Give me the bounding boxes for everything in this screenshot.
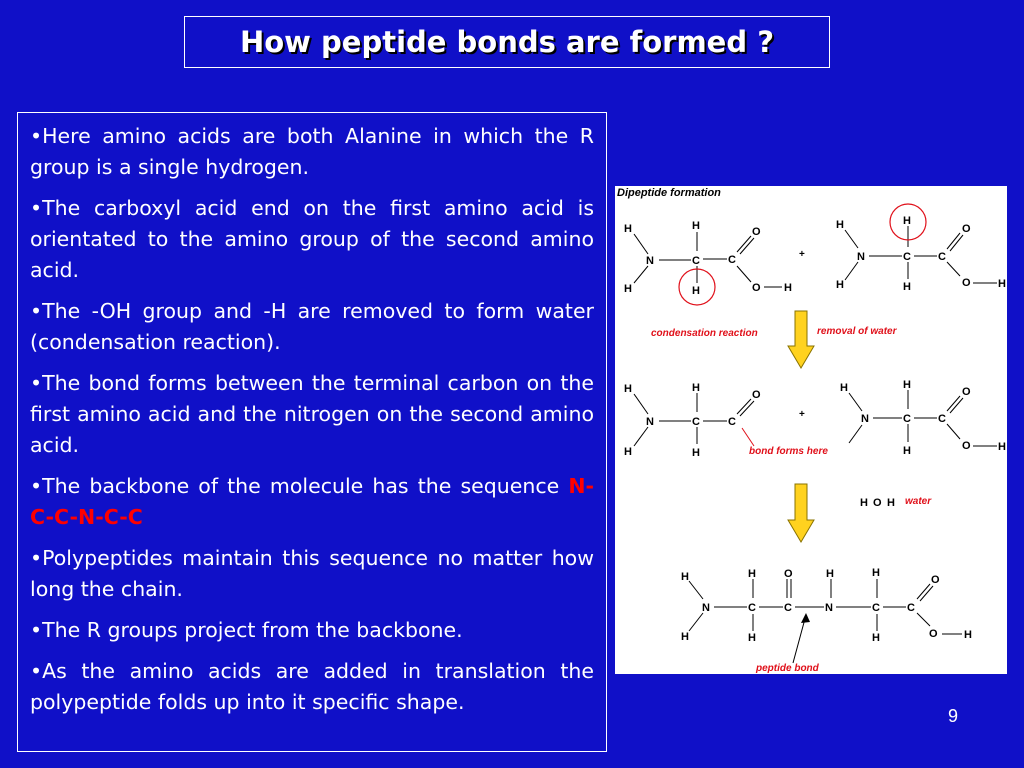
atom-o: O — [873, 497, 882, 509]
atom-c: C — [692, 416, 700, 428]
atom-h: H — [692, 285, 700, 297]
atom-h: H — [903, 281, 911, 293]
atom-h: H — [903, 215, 911, 227]
dipeptide-diagram — [615, 186, 1007, 674]
bond — [845, 262, 858, 280]
bullet-7: •The R groups project from the backbone. — [30, 618, 463, 642]
label-water: water — [905, 496, 932, 507]
water-molecule — [860, 496, 932, 509]
bullet-3: •The -OH group and -H are removed to form water (condensation reaction). — [30, 299, 594, 354]
atom-h: H — [903, 379, 911, 391]
plus-sign: + — [799, 409, 805, 420]
backbone-sequence: N-C-C-N-C-C — [30, 474, 594, 529]
bond — [849, 393, 862, 411]
label-condensation: condensation reaction — [651, 328, 758, 339]
atom-h: H — [826, 568, 834, 580]
plus-sign: + — [799, 249, 805, 260]
atom-o: O — [752, 282, 761, 294]
atom-o: O — [784, 568, 793, 580]
atom-o: O — [962, 386, 971, 398]
atom-c: C — [938, 251, 946, 263]
atom-n: N — [861, 413, 869, 425]
bond — [947, 262, 960, 276]
atom-c: C — [872, 602, 880, 614]
atom-c: C — [938, 413, 946, 425]
atom-h: H — [784, 282, 792, 294]
atom-h: H — [964, 629, 972, 641]
atom-o: O — [752, 226, 761, 238]
bond — [849, 425, 862, 443]
atom-o: O — [929, 628, 938, 640]
atom-o: O — [962, 277, 971, 289]
atom-n: N — [646, 255, 654, 267]
bond — [737, 266, 751, 282]
bullet-2: •The carboxyl acid end on the first amino acid is orientated to the amino group of the second amino acid. — [30, 196, 594, 282]
atom-h: H — [998, 441, 1006, 453]
bullet-5 — [30, 471, 594, 533]
atom-h: H — [903, 445, 911, 457]
row3-dipeptide — [681, 567, 972, 644]
bond-forms-pointer — [742, 428, 754, 446]
atom-o: O — [931, 574, 940, 586]
atom-o: O — [962, 440, 971, 452]
atom-h: H — [998, 278, 1006, 290]
atom-n: N — [857, 251, 865, 263]
atom-n: N — [646, 416, 654, 428]
atom-o: O — [962, 223, 971, 235]
bullet-1: •Here amino acids are both Alanine in which the R group is a single hydrogen. — [30, 124, 594, 179]
atom-h: H — [860, 497, 868, 509]
title-box — [184, 16, 830, 68]
arrow-down-2 — [788, 484, 814, 542]
row1-amino-acid-2 — [836, 204, 1006, 293]
label-bond-forms-here: bond forms here — [749, 446, 828, 457]
atom-c: C — [692, 255, 700, 267]
bond — [689, 581, 703, 599]
atom-h: H — [748, 632, 756, 644]
peptide-bond-pointer — [793, 613, 810, 663]
bond — [917, 613, 930, 626]
bond — [634, 394, 648, 414]
atom-h: H — [692, 220, 700, 232]
diagram-title: Dipeptide formation — [617, 187, 721, 199]
bond — [634, 234, 648, 254]
atom-h: H — [872, 567, 880, 579]
atom-h: H — [872, 632, 880, 644]
bullet-4: •The bond forms between the terminal carbon on the first amino acid and the nitrogen on the second amino acid. — [30, 371, 594, 457]
row2-amino-acid-1 — [624, 382, 761, 459]
atom-h: H — [692, 382, 700, 394]
atom-h: H — [836, 279, 844, 291]
bullet-5-text: •The backbone of the molecule has the sequence — [30, 474, 569, 498]
atom-c: C — [907, 602, 915, 614]
atom-h: H — [692, 447, 700, 459]
arrow-down-1 — [788, 311, 814, 368]
atom-h: H — [840, 382, 848, 394]
atom-n: N — [702, 602, 710, 614]
atom-h: H — [887, 497, 895, 509]
atom-o: O — [752, 389, 761, 401]
atom-h: H — [624, 383, 632, 395]
atom-c: C — [903, 413, 911, 425]
bond — [689, 613, 703, 631]
atom-c: C — [728, 254, 736, 266]
dipeptide-svg — [615, 186, 1007, 674]
atom-h: H — [624, 446, 632, 458]
label-peptide-bond: peptide bond — [756, 663, 819, 674]
atom-h: H — [836, 219, 844, 231]
bond — [947, 424, 960, 439]
bond — [634, 266, 648, 283]
atom-c: C — [903, 251, 911, 263]
row1-amino-acid-1 — [624, 220, 792, 305]
bullet-8: •As the amino acids are added in translation the polypeptide folds up into it specific shape. — [30, 659, 594, 714]
page-title: How peptide bonds are formed ? — [239, 25, 775, 59]
atom-n: N — [825, 602, 833, 614]
atom-h: H — [681, 631, 689, 643]
atom-h: H — [624, 223, 632, 235]
page-number: 9 — [948, 706, 959, 726]
text-box — [17, 112, 607, 752]
bond — [845, 230, 858, 248]
atom-c: C — [748, 602, 756, 614]
atom-h: H — [624, 283, 632, 295]
atom-c: C — [728, 416, 736, 428]
atom-h: H — [681, 571, 689, 583]
bullet-6: •Polypeptides maintain this sequence no matter how long the chain. — [30, 546, 594, 601]
bond — [634, 427, 648, 446]
label-removal-of-water: removal of water — [817, 326, 897, 337]
atom-c: C — [784, 602, 792, 614]
row2-amino-acid-2 — [840, 379, 1006, 457]
atom-h: H — [748, 568, 756, 580]
